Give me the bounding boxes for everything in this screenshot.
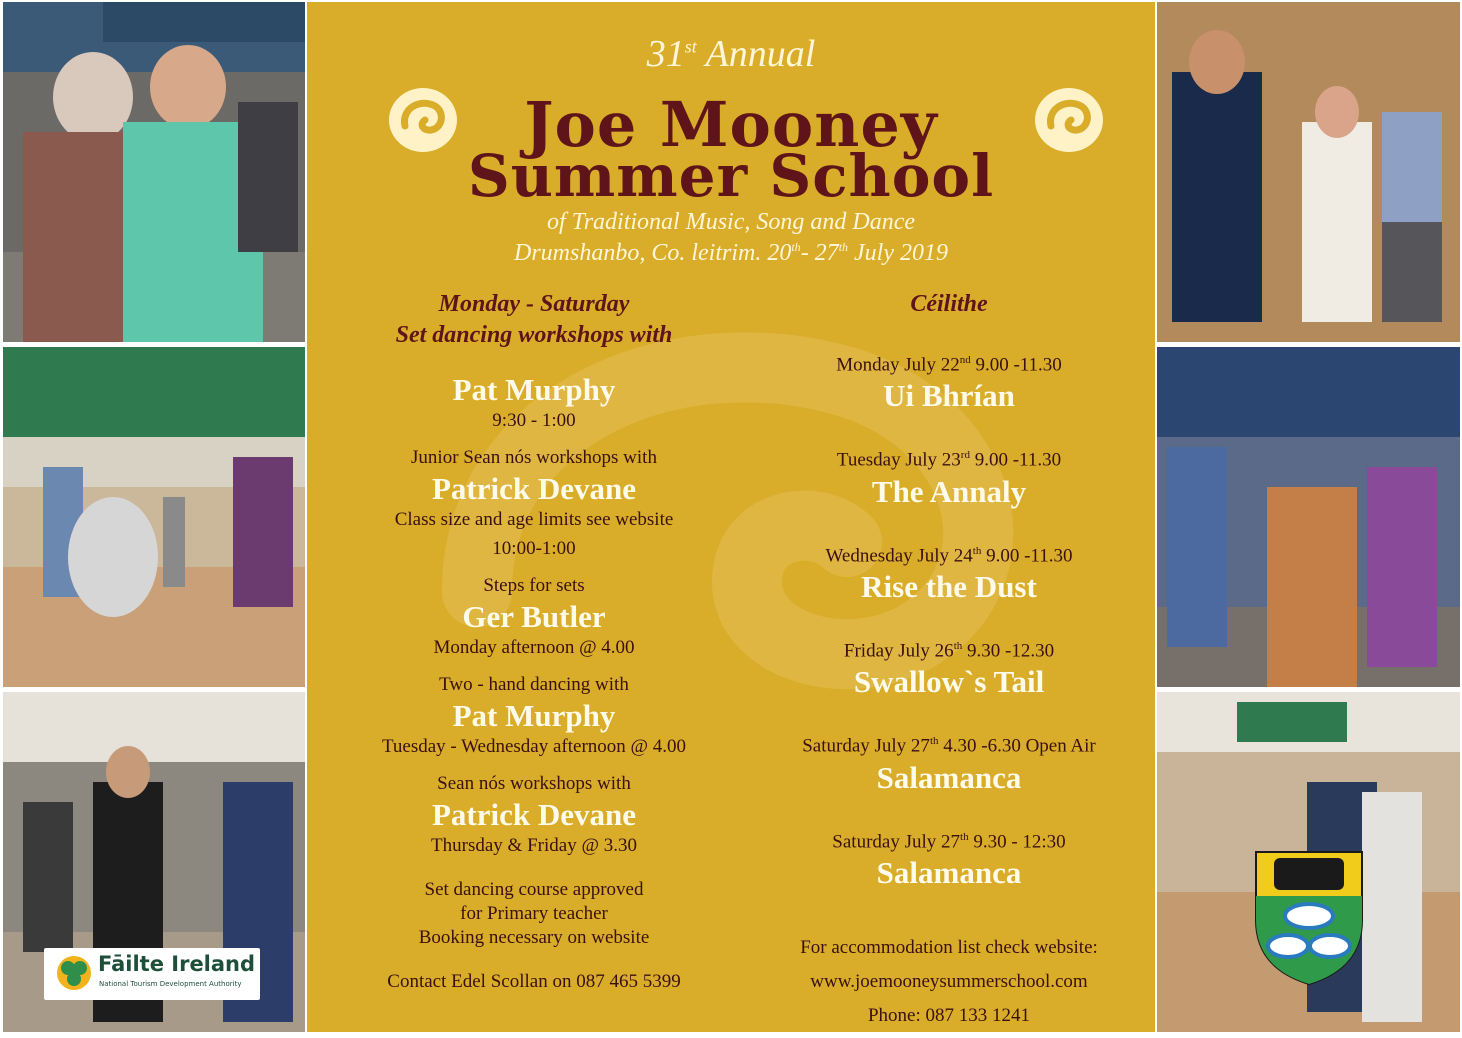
photo-dance-floor-top — [1157, 2, 1460, 342]
sean-nos-intro: Sean nós workshops with — [437, 773, 631, 794]
ceili-event-band: Salamanca — [876, 759, 1022, 795]
ceili-event — [747, 825, 1151, 892]
ceili-event — [747, 348, 1151, 415]
ceili-event — [747, 539, 1151, 606]
photo-hall-dancers — [3, 347, 305, 687]
failte-ireland-name: Fāilte Ireland — [98, 952, 256, 976]
annual-suffix: st — [684, 36, 697, 57]
ceili-event — [747, 634, 1151, 701]
subtitle: of Traditional Music, Song and Dance — [547, 209, 915, 235]
location-sup-2: th — [838, 240, 849, 254]
course-note-1: Set dancing course approved — [424, 879, 644, 900]
contact-info: Contact Edel Scollan on 087 465 5399 — [387, 971, 681, 992]
ceili-event-band: The Annaly — [871, 473, 1027, 509]
photo-street-dance — [1157, 347, 1460, 687]
class-size-note: Class size and age limits see website — [394, 509, 674, 530]
course-note-3: Booking necessary on website — [418, 927, 650, 948]
teacher-ger-butler: Ger Butler — [462, 599, 606, 634]
location-sup-1: th — [791, 240, 801, 254]
leitrim-crest-icon — [1254, 850, 1364, 986]
workshops-heading-2: Set dancing workshops with — [395, 322, 673, 348]
location-dates — [307, 240, 1155, 267]
ceili-event-band: Salamanca — [876, 854, 1022, 890]
photo-couple-street — [3, 2, 305, 342]
location-text: Drumshanbo, Co. leitrim. 20 — [513, 240, 792, 266]
two-hand-intro: Two - hand dancing with — [439, 674, 629, 695]
accommodation-note: For accommodation list check website: — [800, 936, 1098, 958]
teacher-patrick-devane: Patrick Devane — [431, 471, 637, 506]
teacher-patrick-devane-2: Patrick Devane — [431, 797, 637, 832]
ceili-event — [747, 443, 1151, 510]
workshops-heading-1: Monday - Saturday — [438, 291, 630, 317]
title-line-2: Summer School — [467, 142, 995, 210]
ceilithe-heading: Céilithe — [910, 291, 988, 317]
title-line-1: Joe Mooney — [524, 88, 938, 161]
annual-heading — [307, 32, 1155, 76]
failte-ireland-emblem-icon — [54, 953, 94, 993]
ceili-event-band: Swallow`s Tail — [853, 664, 1045, 700]
teacher-ger-butler-time: Monday afternoon @ 4.00 — [433, 637, 635, 658]
junior-workshops-intro: Junior Sean nós workshops with — [411, 447, 657, 468]
failte-ireland-logo — [44, 948, 260, 1000]
phone-number: Phone: 087 133 1241 — [867, 1004, 1031, 1026]
location-mid: - 27 — [800, 240, 839, 266]
ceili-event-date: Tuesday July 23rd 9.00 -11.30 — [836, 449, 1062, 471]
poster-panel — [307, 2, 1155, 1032]
teacher-pat-murphy-2: Pat Murphy — [452, 698, 616, 733]
workshops-column — [327, 289, 741, 994]
teacher-patrick-devane-2-time: Thursday & Friday @ 3.30 — [431, 835, 637, 856]
ceili-event-date: Monday July 22nd 9.00 -11.30 — [836, 354, 1062, 376]
location-end: July 2019 — [848, 240, 949, 266]
annual-word: Annual — [705, 33, 816, 75]
ceili-event-date: Wednesday July 24th 9.00 -11.30 — [825, 544, 1073, 566]
ceili-event-date: Saturday July 27th 4.30 -6.30 Open Air — [802, 735, 1096, 757]
teacher-pat-murphy-time: 9:30 - 1:00 — [492, 410, 576, 431]
failte-ireland-subtitle: National Tourism Development Authority — [99, 980, 242, 988]
ceili-event — [747, 729, 1151, 796]
teacher-pat-murphy: Pat Murphy — [452, 372, 616, 407]
steps-for-sets-intro: Steps for sets — [483, 575, 585, 596]
course-note-2: for Primary teacher — [460, 903, 608, 924]
annual-number: 31 — [646, 33, 685, 75]
teacher-patrick-devane-time: 10:00-1:00 — [492, 538, 576, 559]
teacher-pat-murphy-2-time: Tuesday - Wednesday afternoon @ 4.00 — [381, 736, 687, 757]
ceili-event-date: Saturday July 27th 9.30 - 12:30 — [832, 830, 1066, 852]
ceili-event-band: Rise the Dust — [861, 568, 1037, 604]
ceilithe-column — [747, 289, 1151, 1028]
website-link[interactable]: www.joemooneysummerschool.com — [810, 970, 1088, 992]
ceili-event-date: Friday July 26th 9.30 -12.30 — [843, 639, 1055, 662]
ceili-event-band: Ui Bhrían — [883, 378, 1015, 414]
